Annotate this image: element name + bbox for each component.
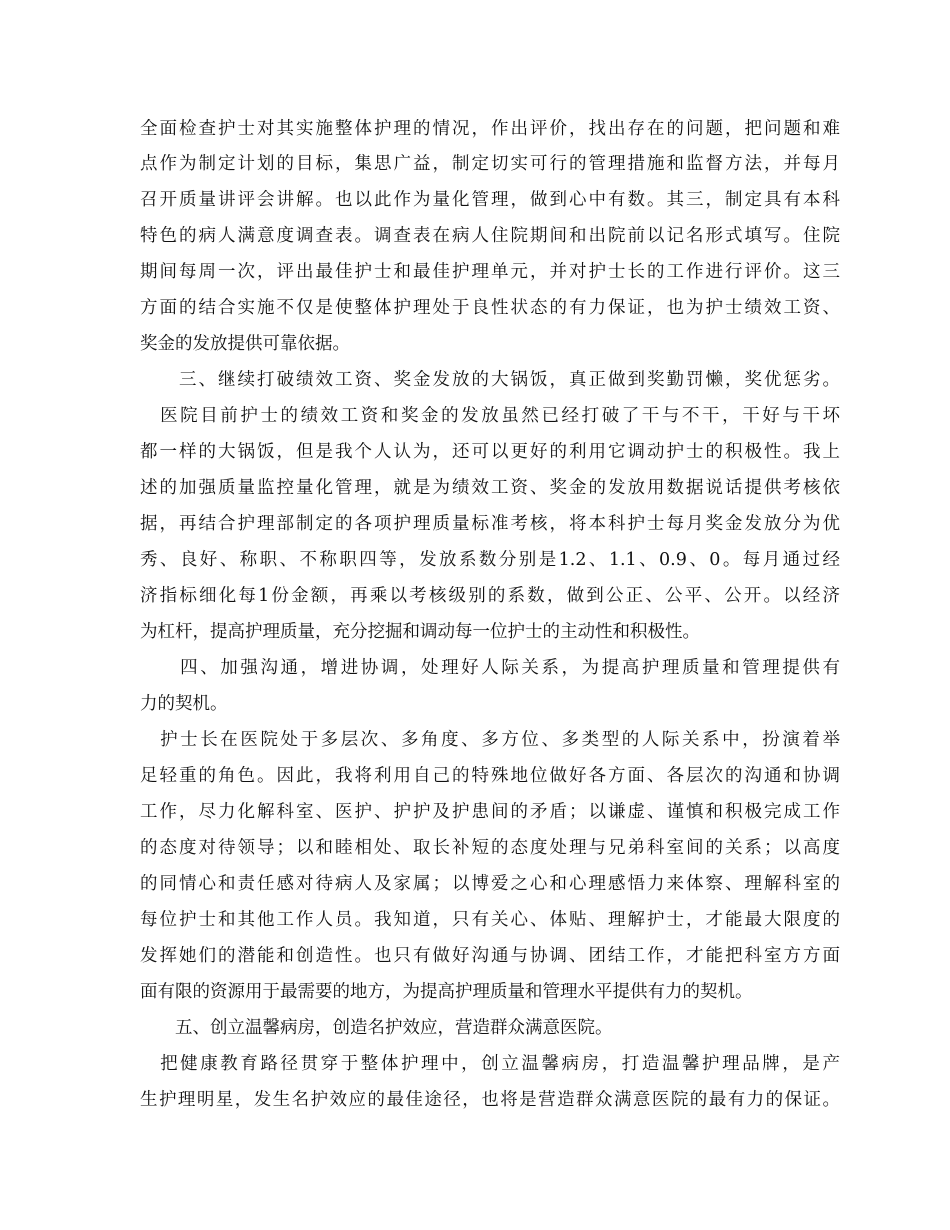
text-line: 医院目前护士的绩效工资和奖金的发放虽然已经打破了干与不干，干好与干坏 <box>140 406 840 426</box>
text-line: 述的加强质量监控量化管理，就是为绩效工资、奖金的发放用数据说话提供考核依 <box>140 478 840 498</box>
text-line: 每位护士和其他工作人员。我知道，只有关心、体贴、理解护士，才能最大限度的 <box>140 910 840 930</box>
section-heading: 五、创立温馨病房，创造名护效应，营造群众满意医院。 <box>140 1018 613 1038</box>
text-line: 秀、良好、称职、不称职四等，发放系数分别是1.2、1.1、0.9、0。每月通过经 <box>140 550 840 570</box>
text-line: 召开质量讲评会讲解。也以此作为量化管理，做到心中有数。其三，制定具有本科 <box>140 190 840 210</box>
text-line: 足轻重的角色。因此，我将利用自己的特殊地位做好各方面、各层次的沟通和协调 <box>140 766 840 786</box>
text-line: 发挥她们的潜能和创造性。也只有做好沟通与协调、团结工作，才能把科室方方面 <box>140 946 840 966</box>
text-line: 奖金的发放提供可靠依据。 <box>140 334 350 354</box>
section-heading: 三、继续打破绩效工资、奖金发放的大锅饭，真正做到奖勤罚懒，奖优惩劣。 <box>140 370 840 390</box>
text-line: 的同情心和责任感对待病人及家属；以博爱之心和心理感悟力来体察、理解科室的 <box>140 874 840 894</box>
text-line: 为杠杆，提高护理质量，充分挖掘和调动每一位护士的主动性和积极性。 <box>140 622 700 642</box>
text-line: 济指标细化每1份金额，再乘以考核级别的系数，做到公正、公平、公开。以经济 <box>140 586 840 606</box>
text-line: 全面检查护士对其实施整体护理的情况，作出评价，找出存在的问题，把问题和难 <box>140 119 840 139</box>
text-line: 期间每周一次，评出最佳护士和最佳护理单元，并对护士长的工作进行评价。这三 <box>140 262 840 282</box>
text-line: 生护理明星，发生名护效应的最佳途径，也将是营造群众满意医院的最有力的保证。 <box>140 1090 840 1110</box>
text-line: 面有限的资源用于最需要的地方，为提高护理质量和管理水平提供有力的契机。 <box>140 982 753 1002</box>
text-line: 把健康教育路径贯穿于整体护理中，创立温馨病房，打造温馨护理品牌，是产 <box>140 1054 840 1074</box>
text-line: 工作，尽力化解科室、医护、护护及护患间的矛盾；以谦虚、谨慎和积极完成工作 <box>140 802 840 822</box>
text-line: 的态度对待领导；以和睦相处、取长补短的态度处理与兄弟科室间的关系；以高度 <box>140 838 840 858</box>
section-heading: 四、加强沟通，增进协调，处理好人际关系，为提高护理质量和管理提供有 <box>140 658 840 678</box>
text-line: 据，再结合护理部制定的各项护理质量标准考核，将本科护士每月奖金发放分为优 <box>140 514 840 534</box>
text-line: 点作为制定计划的目标，集思广益，制定切实可行的管理措施和监督方法，并每月 <box>140 154 840 174</box>
text-line: 特色的病人满意度调查表。调查表在病人住院期间和出院前以记名形式填写。住院 <box>140 226 840 246</box>
section-heading-continued: 力的契机。 <box>140 694 228 714</box>
text-line: 都一样的大锅饭，但是我个人认为，还可以更好的利用它调动护士的积极性。我上 <box>140 442 840 462</box>
text-line: 护士长在医院处于多层次、多角度、多方位、多类型的人际关系中，扮演着举 <box>140 730 840 750</box>
text-line: 方面的结合实施不仅是使整体护理处于良性状态的有力保证，也为护士绩效工资、 <box>140 298 840 318</box>
